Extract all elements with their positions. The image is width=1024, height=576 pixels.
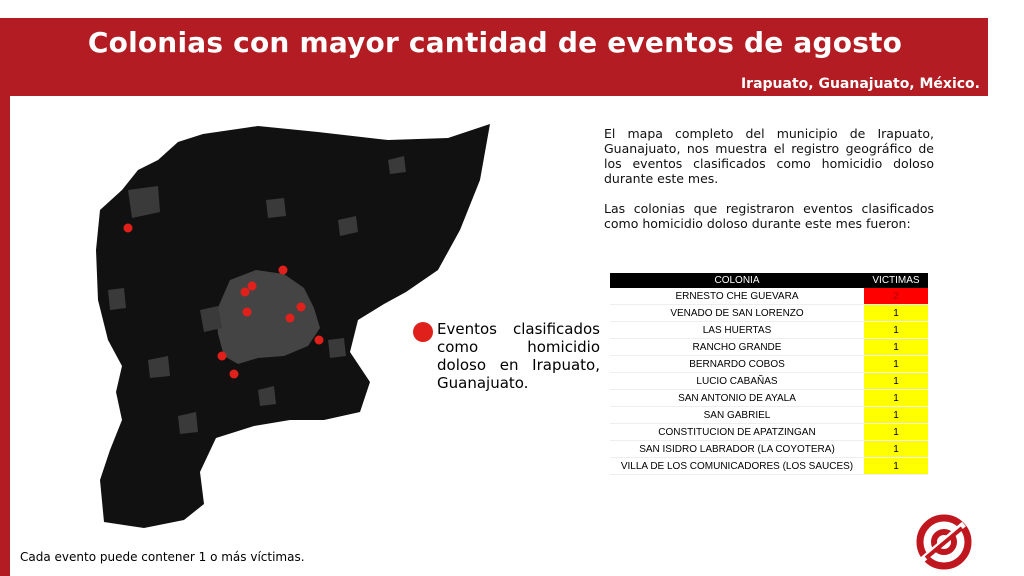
table-row	[610, 373, 928, 390]
table-row	[610, 305, 928, 322]
victimas-cell: 1	[864, 458, 928, 475]
colonia-cell: SAN GABRIEL	[610, 407, 864, 424]
table-row	[610, 424, 928, 441]
victimas-cell: 2	[864, 288, 928, 305]
red-dot-icon	[413, 322, 433, 342]
brand-logo-icon	[912, 514, 976, 570]
table-row	[610, 441, 928, 458]
map-patch	[328, 338, 346, 358]
description-paragraph-2: Las colonias que registraron eventos clasificados como homicidio doloso durante este mes fueron:	[604, 201, 934, 231]
colonia-cell: SAN ANTONIO DE AYALA	[610, 390, 864, 407]
event-dot	[286, 314, 295, 323]
colonia-cell: RANCHO GRANDE	[610, 339, 864, 356]
event-dot	[315, 336, 324, 345]
event-dot	[230, 370, 239, 379]
table-header-row	[610, 273, 928, 288]
page-title: Colonias con mayor cantidad de eventos de agosto	[87, 26, 903, 59]
table-row	[610, 288, 928, 305]
colonia-cell: SAN ISIDRO LABRADOR (LA COYOTERA)	[610, 441, 864, 458]
map-patch	[200, 306, 222, 332]
map-patch	[266, 198, 286, 218]
location-subtitle: Irapuato, Guanajuato, México.	[740, 76, 980, 92]
event-dot	[279, 266, 288, 275]
table-row	[610, 458, 928, 475]
map-patch	[108, 288, 126, 310]
victimas-cell: 1	[864, 373, 928, 390]
table-row	[610, 390, 928, 407]
table-row	[610, 407, 928, 424]
colonia-cell: ERNESTO CHE GUEVARA	[610, 288, 864, 305]
victimas-cell: 1	[864, 441, 928, 458]
column-header-victimas: VICTIMAS	[864, 273, 928, 288]
table-row	[610, 356, 928, 373]
event-dot	[241, 288, 250, 297]
event-dot	[297, 303, 306, 312]
victimas-cell: 1	[864, 305, 928, 322]
victimas-cell: 1	[864, 322, 928, 339]
colonia-cell: VILLA DE LOS COMUNICADORES (LOS SAUCES)	[610, 458, 864, 475]
legend-label: Eventos clasificados como homicidio doloso en Irapuato, Guanajuato.	[437, 320, 600, 392]
colonia-cell: LAS HUERTAS	[610, 322, 864, 339]
victimas-cell: 1	[864, 424, 928, 441]
victimas-cell: 1	[864, 407, 928, 424]
table-row	[610, 322, 928, 339]
colonia-cell: BERNARDO COBOS	[610, 356, 864, 373]
description-paragraph-1: El mapa completo del municipio de Irapuato, Guanajuato, nos muestra el registro geográfico de los eventos clasificados como homicidio doloso durante este mes.	[604, 126, 934, 186]
colonia-cell: CONSTITUCION DE APATZINGAN	[610, 424, 864, 441]
colonia-cell: VENADO DE SAN LORENZO	[610, 305, 864, 322]
victimas-cell: 1	[864, 390, 928, 407]
colonias-table	[610, 273, 928, 475]
description	[604, 126, 934, 246]
event-dot	[124, 224, 133, 233]
event-dot	[218, 352, 227, 361]
footnote: Cada evento puede contener 1 o más víctimas.	[20, 550, 305, 564]
column-header-colonia: COLONIA	[610, 273, 864, 288]
irapuato-municipality-map	[88, 120, 494, 530]
event-dot	[243, 308, 252, 317]
event-dot	[248, 282, 257, 291]
table-row	[610, 339, 928, 356]
colonia-cell: LUCIO CABAÑAS	[610, 373, 864, 390]
victimas-cell: 1	[864, 339, 928, 356]
victimas-cell: 1	[864, 356, 928, 373]
